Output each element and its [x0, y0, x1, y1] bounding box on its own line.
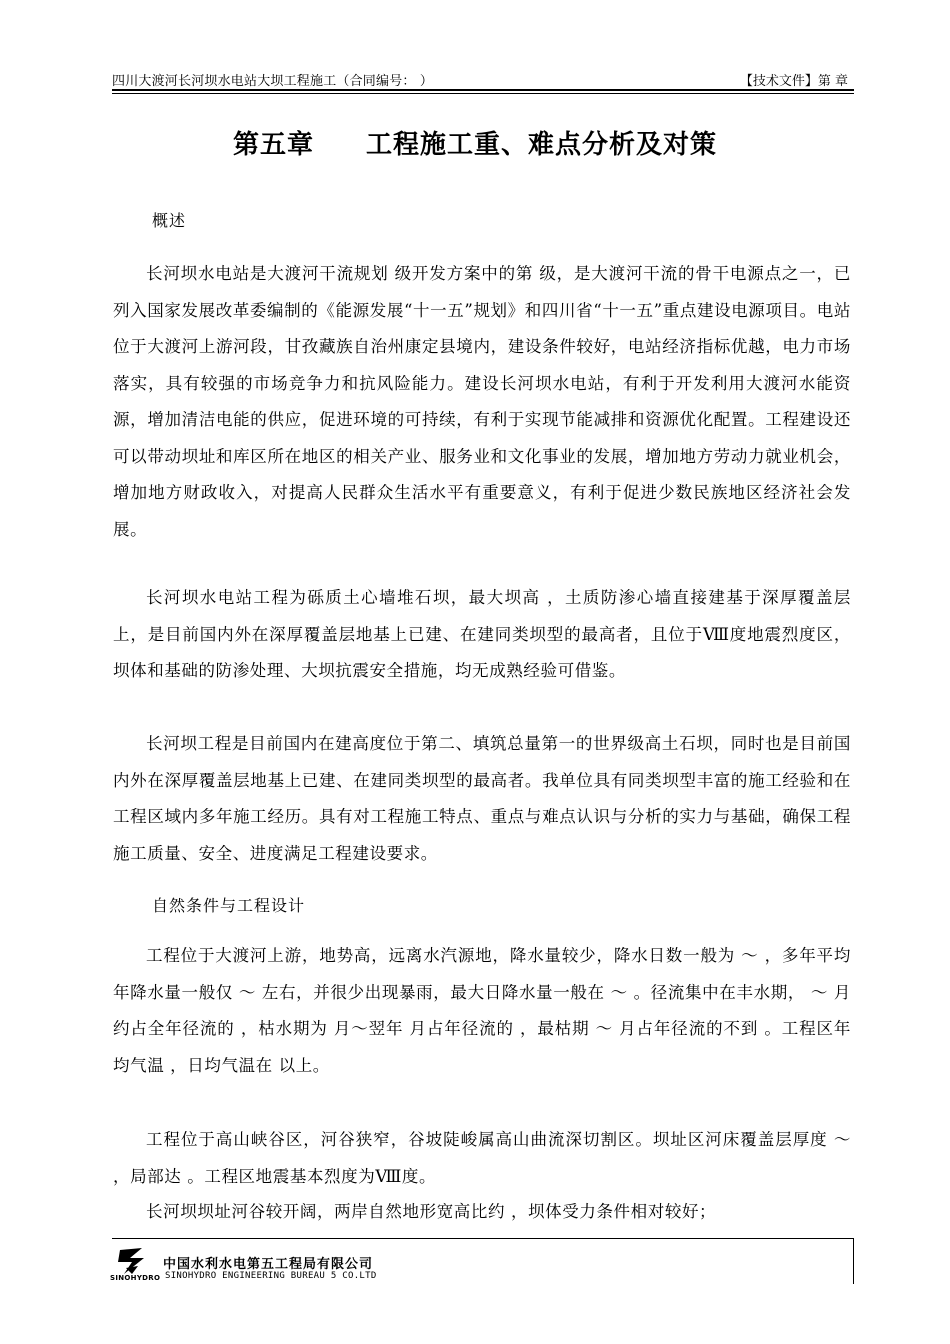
- section-heading-overview: 概述: [152, 211, 187, 230]
- page-header: [112, 70, 852, 90]
- paragraph: 长河坝水电站工程为砾质土心墙堆石坝，最大坝高 ，土质防渗心墙直接建基于深厚覆盖层上，是目前国内外在深厚覆盖层地基上已建、在建同类坝型的最高者，且位于Ⅷ度地震烈度区，坝体和基础的防渗处理、大坝抗震安全措施，均无成熟经验可借鉴。: [113, 588, 851, 680]
- header-divider-thin: [112, 93, 854, 94]
- paragraph: 长河坝水电站是大渡河干流规划 级开发方案中的第 级，是大渡河干流的骨干电源点之一，已列入国家发展改革委编制的《能源发展“十一五”规划》和四川省“十一五”重点建设电源项目。电站位于大渡河上游河段，甘孜藏族自治州康定县境内，建设条件较好，电站经济指标优越，电力市场落实，具有较强的市场竞争力和抗风险能力。建设长河坝水电站，有利于开发利用大渡河水能资源，增加清洁电能的供应，促进环境的可持续，有利于实现节能减排和资源优化配置。工程建设还可以带动坝址和库区所在地区的相关产业、服务业和文化事业的发展，增加地方劳动力就业机会，增加地方财政收入，对提高人民群众生活水平有重要意义，有利于促进少数民族地区经济社会发展。: [113, 264, 851, 539]
- header-doc-type: 【技术文件】第 章: [739, 74, 848, 89]
- header-project-title: 四川大渡河长河坝水电站大坝工程施工（合同编号： ）: [112, 74, 434, 89]
- chapter-number: 第五章: [232, 130, 314, 160]
- paragraph: 长河坝工程是目前国内在建高度位于第二、填筑总量第一的世界级高土石坝，同时也是目前国内外在深厚覆盖层地基上已建、在建同类坝型的最高者。我单位具有同类坝型丰富的施工经验和在工程区域内多年施工经历。具有对工程施工特点、重点与难点认识与分析的实力与基础，确保工程施工质量、安全、进度满足工程建设要求。: [113, 734, 851, 863]
- footer-vertical-line: [853, 1238, 854, 1284]
- logo-label: SINOHYDRO: [110, 1274, 161, 1282]
- paragraph: 工程位于大渡河上游，地势高，远离水汽源地，降水量较少，降水日数一般为 ～ ，多年平均年降水量一般仅 ～ 左右，并很少出现暴雨，最大日降水量一般在 ～ 。径流集中在丰水期， ～ 月约占全年径流的 ，枯水期为 月～翌年 月占年径流的 ，最枯期 ～ 月占年径流的不到 。工程区年均气温 ，日均气温在 以上。: [113, 946, 851, 1075]
- paragraph: 长河坝坝址河谷较开阔，两岸自然地形宽高比约 ，坝体受力条件相对较好；: [146, 1202, 717, 1221]
- company-name-cn: 中国水利水电第五工程局有限公司: [163, 1257, 374, 1272]
- section-heading-conditions: 自然条件与工程设计: [152, 896, 306, 915]
- footer-divider: [112, 1238, 854, 1239]
- paragraph: 工程位于高山峡谷区，河谷狭窄，谷坡陡峻属高山曲流深切割区。坝址区河床覆盖层厚度 ～ ，局部达 。工程区地震基本烈度为Ⅷ度。: [113, 1130, 851, 1186]
- chapter-title: [0, 124, 950, 161]
- company-name-en: SINOHYDRO ENGINEERING BUREAU 5 CO.LTD: [165, 1271, 377, 1281]
- chapter-heading: 工程施工重、难点分析及对策: [366, 130, 718, 160]
- header-divider: [112, 89, 854, 91]
